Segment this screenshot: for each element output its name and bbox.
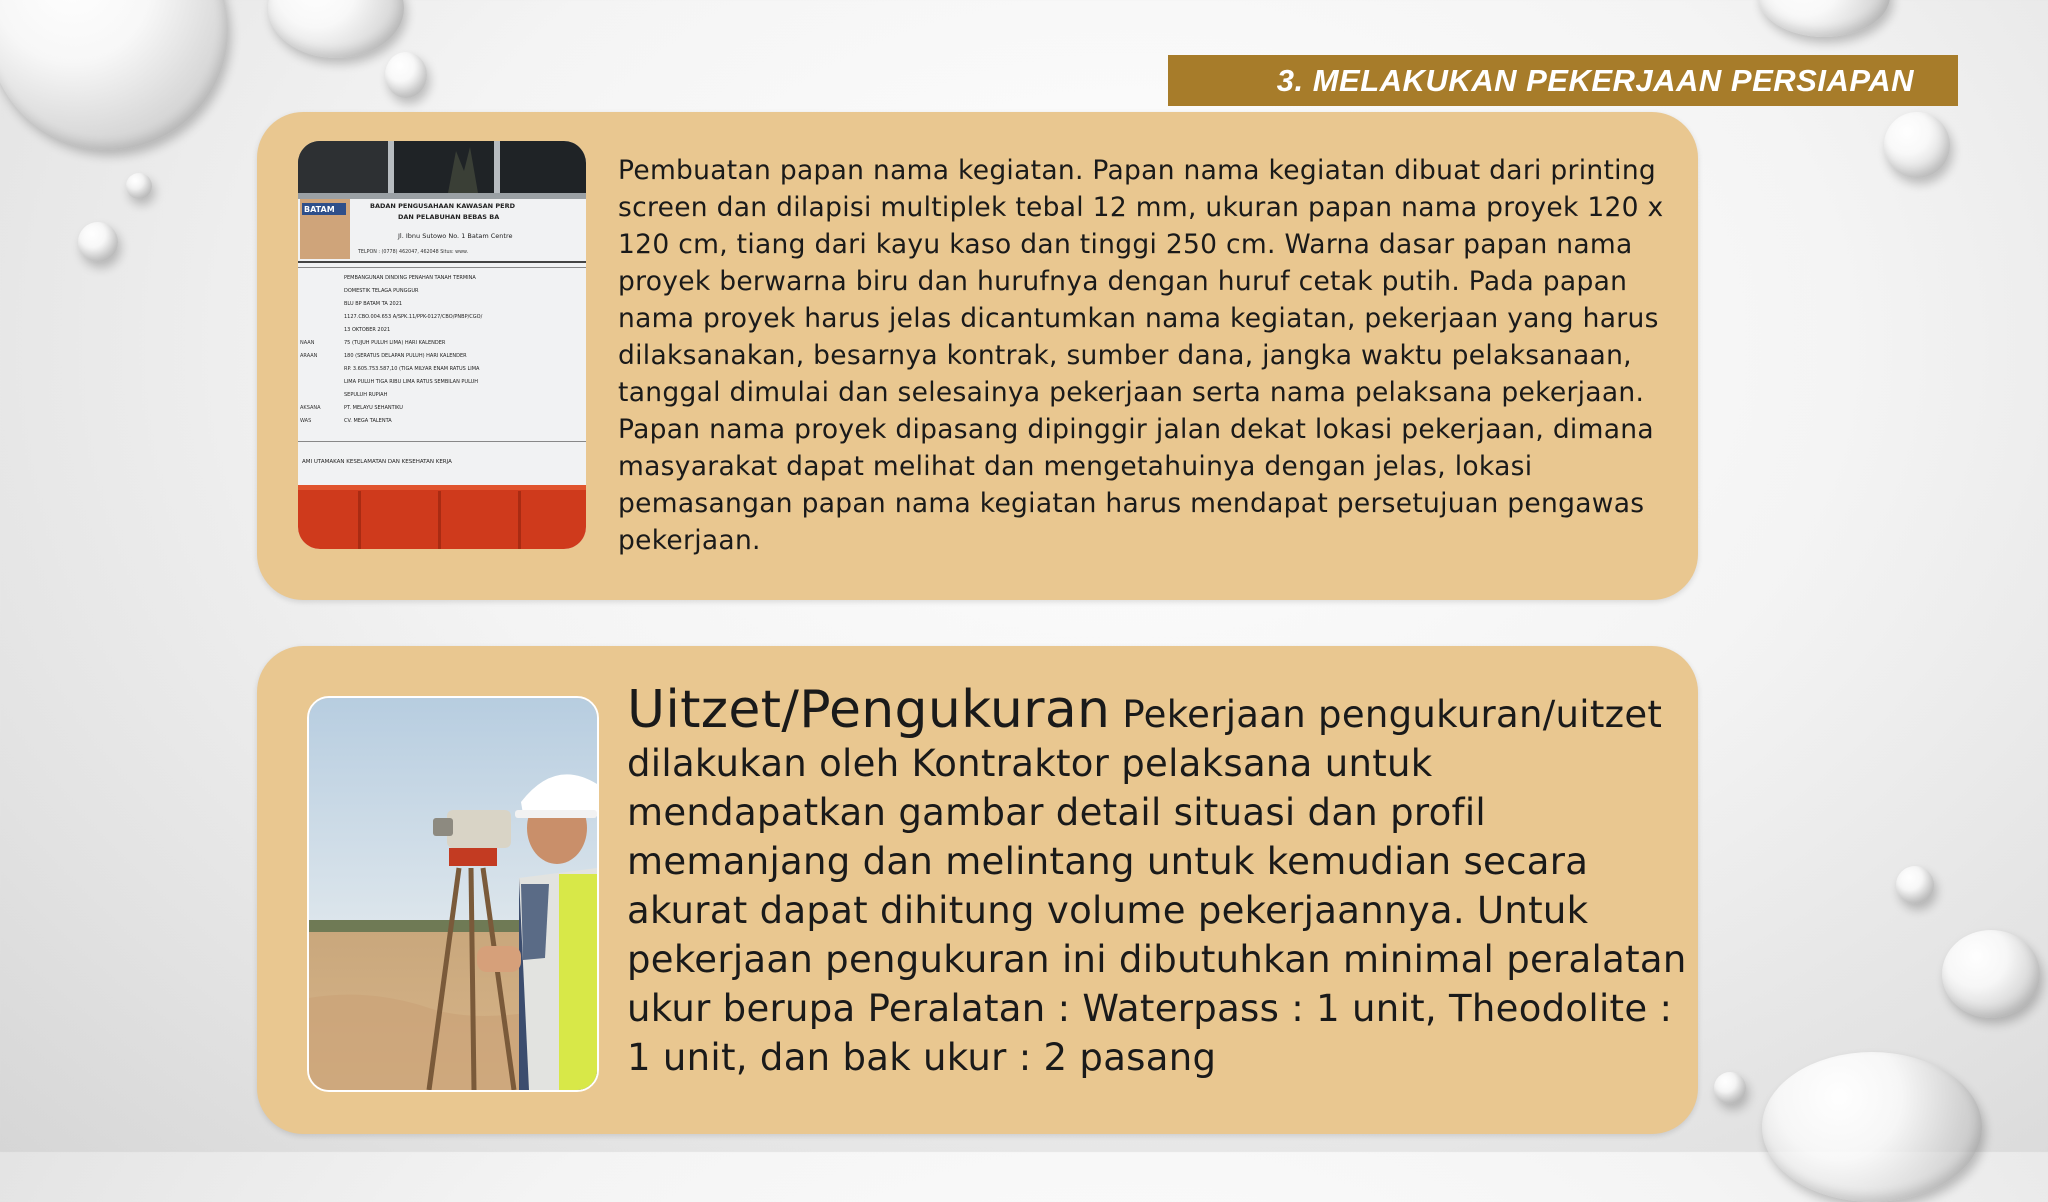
water-drop xyxy=(268,0,404,58)
survey-heading: Uitzet/Pengukuran xyxy=(627,680,1111,740)
water-drop xyxy=(0,0,228,150)
signboard-logo: BATAM xyxy=(304,205,335,214)
water-drop xyxy=(1942,930,2040,1018)
signboard-phone: TELPON : (0778) 462047, 462048 Situs: www. xyxy=(358,250,469,255)
signboard-org-line2: DAN PELABUHAN BEBAS BA xyxy=(398,213,500,221)
signboard-row-value: LIMA PULUH TIGA RIBU LIMA RATUS SEMBILAN PULUH xyxy=(344,379,479,385)
signboard-row-value: PT. MELAYU SEHANTIKU xyxy=(344,405,403,411)
signboard-row-label: NAAN xyxy=(300,340,315,346)
signboard-org-line1: BADAN PENGUSAHAAN KAWASAN PERD xyxy=(370,202,515,210)
water-drop xyxy=(1884,112,1950,178)
water-drop xyxy=(1896,866,1934,904)
signboard-row-value: CV. MEGA TALENTA xyxy=(344,418,392,424)
signboard-row-value: 13 OKTOBER 2021 xyxy=(344,327,391,333)
water-drop xyxy=(78,222,118,262)
info-card-survey xyxy=(257,646,1698,1134)
survey-body: Pekerjaan pengukuran/uitzet dilakukan oleh Kontraktor pelaksana untuk mendapatkan gambar detail situasi dan profil memanjang dan melintang untuk kemudian secara akurat dapat dihitung volume pekerjaannya. Untuk pekerjaan pengukuran ini dibutuhkan minimal peralatan ukur berupa Peralatan : Waterpass : 1 unit, Theodolite : 1 unit, dan bak ukur : 2 pasang xyxy=(627,693,1687,1079)
water-drop xyxy=(1762,1052,1982,1202)
signboard-row-value: DOMESTIK TELAGA PUNGGUR xyxy=(344,288,419,294)
signboard-row-value: 180 (SERATUS DELAPAN PULUH) HARI KALENDER xyxy=(344,353,467,359)
signboard-description: Pembuatan papan nama kegiatan. Papan nama kegiatan dibuat dari printing screen dan dilapisi multiplek tebal 12 mm, ukuran papan nama proyek 120 x 120 cm, tiang dari kayu kaso dan tinggi 250 cm. Warna dasar papan nama proyek berwarna biru dan hurufnya dengan huruf cetak putih. Pada papan nama proyek harus jelas dicantumkan nama kegiatan, pekerjaan yang harus dilaksanakan, besarnya kontrak, sumber dana, jangka waktu pelaksanaan, tanggal dimulai dan selesainya pekerjaan serta nama pelaksana pekerjaan. Papan nama proyek dipasang dipinggir jalan dekat lokasi pekerjaan, dimana masyarakat dapat melihat dan mengetahuinya dengan jelas, lokasi pemasangan papan nama kegiatan harus mendapat persetujuan pengawas pekerjaan. xyxy=(618,155,1664,556)
info-card-signboard xyxy=(257,112,1698,600)
survey-description xyxy=(627,680,1687,1082)
signboard-footer: AMI UTAMAKAN KESELAMATAN DAN KESEHATAN KERJA xyxy=(302,459,452,465)
signboard-row-label: ARAAN xyxy=(300,353,318,359)
water-drop xyxy=(126,173,152,199)
signboard-row-label: WAS xyxy=(300,418,312,424)
signboard-row-value: RP. 3.605.753.587,10 (TIGA MILYAR ENAM RATUS LIMA xyxy=(344,366,480,372)
section-header: 3. MELAKUKAN PEKERJAAN PERSIAPAN xyxy=(1168,55,1958,106)
water-drop xyxy=(1714,1072,1746,1104)
signboard-row-value: 75 (TUJUH PULUH LIMA) HARI KALENDER xyxy=(344,340,446,346)
signboard-row-label: AKSANA xyxy=(300,405,321,411)
signboard-row-value: 1127.CBO.004.653 A/SPK.11/PPK-0127/CBO/PNBP/CGO/ xyxy=(344,314,483,320)
signboard-row-value: BLU BP BATAM TA 2021 xyxy=(344,301,403,307)
surveyor-photo xyxy=(307,696,599,1092)
signboard-photo xyxy=(298,141,586,549)
water-drop xyxy=(385,52,427,98)
signboard-row-value: SEPULUH RUPIAH xyxy=(344,392,388,398)
water-drop xyxy=(1758,0,1890,37)
signboard-row-value: PEMBANGUNAN DINDING PENAHAN TANAH TERMINA xyxy=(344,275,476,281)
signboard-address: Jl. Ibnu Sutowo No. 1 Batam Centre xyxy=(398,232,513,240)
